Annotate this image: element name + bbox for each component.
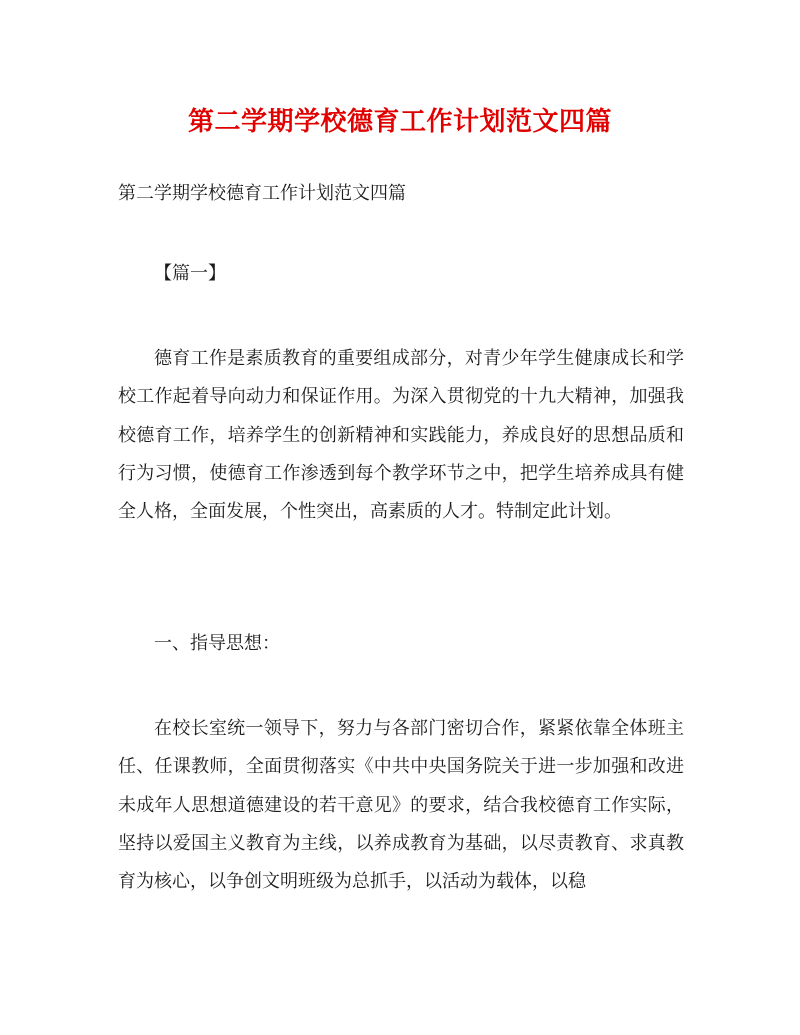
heading-guiding-ideology: 一、指导思想： <box>154 633 280 654</box>
section-label: 【篇一】 <box>154 263 226 284</box>
document-title: 第二学期学校德育工作计划范文四篇 <box>187 107 612 137</box>
paragraph-guiding-ideology: 在校长室统一领导下，努力与各部门密切合作，紧紧依靠全体班主任、任课教师，全面贯彻落实《中共中央国务院关于进一步加强和改进未成年人思想道德建设的若干意见》的要求，结合我校德育工作实际，坚持以爱国主义教育为主线，以养成教育为基础，以尽责教育、求真教育为核心，以争创文明班级为总抓手，以活动为载体，以稳 <box>118 718 684 893</box>
document-subtitle: 第二学期学校德育工作计划范文四篇 <box>118 183 406 204</box>
paragraph-intro: 德育工作是素质教育的重要组成部分，对青少年学生健康成长和学校工作起着导向动力和保证作用。为深入贯彻党的十九大精神，加强我校德育工作，培养学生的创新精神和实践能力，养成良好的思想品质和行为习惯，使德育工作渗透到每个教学环节之中，把学生培养成具有健全人格，全面发展，个性突出，高素质的人才。特制定此计划。 <box>118 348 684 523</box>
